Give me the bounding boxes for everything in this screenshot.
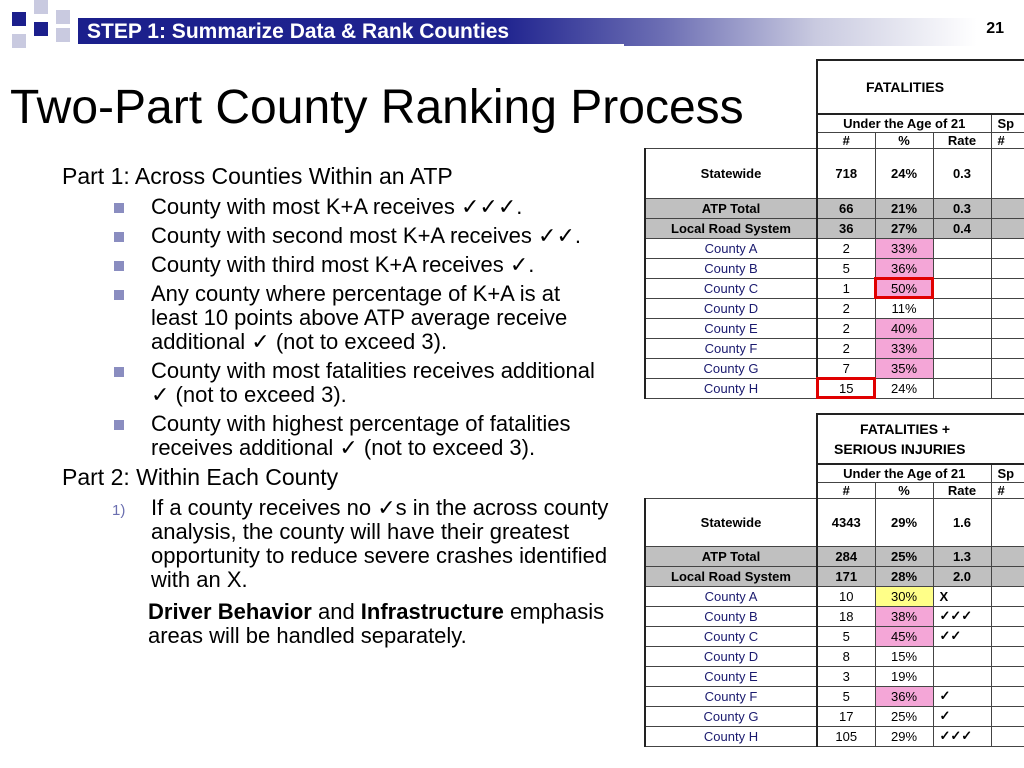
square-bullet-icon xyxy=(114,290,124,300)
county-name: County A xyxy=(645,238,817,258)
bullet-text: County with third most K+A receives ✓. xyxy=(151,252,535,277)
cell-rate: 0.3 xyxy=(933,198,991,218)
county-name: County F xyxy=(645,686,817,706)
county-rows-1 xyxy=(645,238,1024,398)
cell-pct: 36% xyxy=(875,686,933,706)
cell-num: 2 xyxy=(817,338,875,358)
part1-bullets xyxy=(112,195,612,460)
county-name: County G xyxy=(645,358,817,378)
cell-num: 2 xyxy=(817,298,875,318)
cell-num: 3 xyxy=(817,666,875,686)
cell-num: 4343 xyxy=(817,498,875,546)
cell-num: 105 xyxy=(817,726,875,746)
cell-rate: 1.3 xyxy=(933,546,991,566)
cell-num: 5 xyxy=(817,686,875,706)
cell-pct: 27% xyxy=(875,218,933,238)
list-item xyxy=(112,224,612,248)
item-text: If a county receives no ✓s in the across county analysis, the county will have their greatest opportunity to reduce severe crashes identified with an X. xyxy=(151,495,609,592)
cell-num: 171 xyxy=(817,566,875,586)
table-title-line1: FATALITIES + xyxy=(860,421,951,437)
county-name: County H xyxy=(645,726,817,746)
cell-mark: ✓✓ xyxy=(933,626,991,646)
note-bold-infrastructure: Infrastructure xyxy=(360,599,504,624)
bullet-text: County with most K+A receives ✓✓✓. xyxy=(151,194,523,219)
cell-num: 284 xyxy=(817,546,875,566)
slide-number: 21 xyxy=(986,20,1004,37)
logo-square xyxy=(34,22,48,36)
county-name: County H xyxy=(645,378,817,398)
list-item xyxy=(112,496,612,592)
county-name: County C xyxy=(645,626,817,646)
col-header: % xyxy=(875,482,933,498)
emphasis-note xyxy=(148,600,612,648)
cell-pct: 29% xyxy=(875,726,933,746)
col-header: # xyxy=(991,482,1024,498)
cell-extra xyxy=(991,238,1024,258)
cell-num: 5 xyxy=(817,626,875,646)
row-label: Statewide xyxy=(645,498,817,546)
cell-mark xyxy=(933,358,991,378)
cell-rate: 0.3 xyxy=(933,148,991,198)
cell-extra xyxy=(991,586,1024,606)
table-title-line2: SERIOUS INJURIES xyxy=(834,441,966,457)
cell-num: 10 xyxy=(817,586,875,606)
cell-num: 66 xyxy=(817,198,875,218)
list-item xyxy=(112,282,612,354)
cell-extra xyxy=(991,258,1024,278)
row-label: Local Road System xyxy=(645,218,817,238)
table-row xyxy=(645,338,1024,358)
cell-extra xyxy=(991,278,1024,298)
table-row xyxy=(645,646,1024,666)
logo-square xyxy=(12,12,26,26)
table-title xyxy=(817,414,1024,464)
cell-pct: 25% xyxy=(875,706,933,726)
cell-num: 1 xyxy=(817,278,875,298)
col-header: % xyxy=(875,132,933,148)
cell-mark: ✓ xyxy=(933,686,991,706)
table-row xyxy=(645,726,1024,746)
table-title: FATALITIES xyxy=(817,60,1024,114)
cell-pct: 30% xyxy=(875,586,933,606)
table-blank xyxy=(645,132,817,148)
table-row xyxy=(645,258,1024,278)
col-header: Rate xyxy=(933,482,991,498)
cell-extra xyxy=(991,646,1024,666)
cell-extra xyxy=(991,566,1024,586)
list-item xyxy=(112,253,612,277)
logo-square xyxy=(56,10,70,24)
cell-extra xyxy=(991,318,1024,338)
cell-extra xyxy=(991,218,1024,238)
square-bullet-icon xyxy=(114,367,124,377)
county-name: County G xyxy=(645,706,817,726)
county-name: County A xyxy=(645,586,817,606)
cell-extra xyxy=(991,148,1024,198)
cell-extra xyxy=(991,546,1024,566)
cell-pct: 15% xyxy=(875,646,933,666)
list-number: 1) xyxy=(112,502,126,519)
row-label: Statewide xyxy=(645,148,817,198)
part2-list xyxy=(112,496,612,592)
cell-num: 15 xyxy=(817,378,875,398)
cell-pct: 33% xyxy=(875,338,933,358)
cell-pct: 19% xyxy=(875,666,933,686)
group-header: Under the Age of 21 xyxy=(817,464,991,482)
cell-num: 5 xyxy=(817,258,875,278)
cell-pct: 33% xyxy=(875,238,933,258)
table-row xyxy=(645,298,1024,318)
cell-rate: 0.4 xyxy=(933,218,991,238)
table-row xyxy=(645,278,1024,298)
county-name: County D xyxy=(645,298,817,318)
cell-extra xyxy=(991,726,1024,746)
table-row xyxy=(645,238,1024,258)
table-row xyxy=(645,318,1024,338)
cell-extra xyxy=(991,666,1024,686)
cell-extra xyxy=(991,606,1024,626)
cell-pct: 24% xyxy=(875,148,933,198)
list-item xyxy=(112,359,612,407)
col-header: Rate xyxy=(933,132,991,148)
county-name: County B xyxy=(645,606,817,626)
note-and: and xyxy=(311,599,361,624)
cell-extra xyxy=(991,198,1024,218)
cell-pct: 29% xyxy=(875,498,933,546)
step-title: STEP 1: Summarize Data & Rank Counties xyxy=(87,20,510,43)
table-blank xyxy=(645,114,817,132)
cell-num: 17 xyxy=(817,706,875,726)
logo-square xyxy=(12,34,26,48)
content-body xyxy=(62,164,612,648)
cell-extra xyxy=(991,706,1024,726)
cell-pct: 25% xyxy=(875,546,933,566)
note-bold-driver: Driver Behavior xyxy=(148,599,312,624)
table-row xyxy=(645,666,1024,686)
col-header: # xyxy=(817,482,875,498)
cell-mark: X xyxy=(933,586,991,606)
col-header: # xyxy=(817,132,875,148)
list-item xyxy=(112,195,612,219)
table-row xyxy=(645,606,1024,626)
county-name: County D xyxy=(645,646,817,666)
cell-pct: 50% xyxy=(875,278,933,298)
note-rest: emphasis areas will be handled separately. xyxy=(148,599,605,648)
slide-title: Two-Part County Ranking Process xyxy=(10,81,744,134)
cell-mark xyxy=(933,238,991,258)
cell-extra xyxy=(991,298,1024,318)
cell-pct: 24% xyxy=(875,378,933,398)
table-row xyxy=(645,706,1024,726)
cell-mark xyxy=(933,666,991,686)
group-header-extra: Sp xyxy=(991,464,1024,482)
bullet-text: County with highest percentage of fatalities receives additional ✓ (not to exceed 3). xyxy=(151,411,571,460)
row-label: ATP Total xyxy=(645,198,817,218)
county-name: County C xyxy=(645,278,817,298)
table-blank xyxy=(645,414,817,464)
cell-num: 2 xyxy=(817,238,875,258)
county-name: County E xyxy=(645,666,817,686)
cell-pct: 45% xyxy=(875,626,933,646)
logo-square xyxy=(34,0,48,14)
cell-mark xyxy=(933,278,991,298)
square-bullet-icon xyxy=(114,261,124,271)
cell-extra xyxy=(991,686,1024,706)
cell-pct: 36% xyxy=(875,258,933,278)
square-bullet-icon xyxy=(114,203,124,213)
cell-mark xyxy=(933,378,991,398)
cell-mark: ✓✓✓ xyxy=(933,606,991,626)
cell-rate: 2.0 xyxy=(933,566,991,586)
table-row xyxy=(645,378,1024,398)
table-row xyxy=(645,626,1024,646)
cell-pct: 38% xyxy=(875,606,933,626)
cell-pct: 11% xyxy=(875,298,933,318)
cell-num: 7 xyxy=(817,358,875,378)
group-header: Under the Age of 21 xyxy=(817,114,991,132)
bullet-text: County with most fatalities receives additional ✓ (not to exceed 3). xyxy=(151,358,595,407)
county-name: County F xyxy=(645,338,817,358)
cell-pct: 35% xyxy=(875,358,933,378)
cell-mark: ✓ xyxy=(933,706,991,726)
cell-pct: 21% xyxy=(875,198,933,218)
cell-extra xyxy=(991,358,1024,378)
bullet-text: Any county where percentage of K+A is at least 10 points above ATP average receive additional ✓ (not to exceed 3). xyxy=(151,281,568,354)
cell-num: 18 xyxy=(817,606,875,626)
cell-rate: 1.6 xyxy=(933,498,991,546)
logo-square xyxy=(56,28,70,42)
cell-mark xyxy=(933,318,991,338)
table-blank xyxy=(645,464,817,482)
square-bullet-icon xyxy=(114,232,124,242)
part1-heading: Part 1: Across Counties Within an ATP xyxy=(62,163,453,189)
cell-mark xyxy=(933,258,991,278)
cell-extra xyxy=(991,378,1024,398)
part2-heading: Part 2: Within Each County xyxy=(62,464,339,490)
group-header-extra: Sp xyxy=(991,114,1024,132)
cell-mark xyxy=(933,646,991,666)
cell-mark: ✓✓✓ xyxy=(933,726,991,746)
table-blank xyxy=(645,482,817,498)
cell-num: 718 xyxy=(817,148,875,198)
row-label: Local Road System xyxy=(645,566,817,586)
cell-mark xyxy=(933,338,991,358)
cell-num: 2 xyxy=(817,318,875,338)
header-underline xyxy=(78,44,624,47)
county-name: County E xyxy=(645,318,817,338)
county-rows-2 xyxy=(645,586,1024,746)
table-row xyxy=(645,586,1024,606)
table-row xyxy=(645,686,1024,706)
county-name: County B xyxy=(645,258,817,278)
fatalities-serious-injuries-table xyxy=(644,413,1024,747)
col-header: # xyxy=(991,132,1024,148)
cell-num: 36 xyxy=(817,218,875,238)
cell-pct: 28% xyxy=(875,566,933,586)
bullet-text: County with second most K+A receives ✓✓. xyxy=(151,223,581,248)
cell-extra xyxy=(991,498,1024,546)
cell-pct: 40% xyxy=(875,318,933,338)
row-label: ATP Total xyxy=(645,546,817,566)
fatalities-table xyxy=(644,59,1024,399)
cell-extra xyxy=(991,626,1024,646)
cell-num: 8 xyxy=(817,646,875,666)
table-blank xyxy=(645,60,817,114)
list-item xyxy=(112,412,612,460)
cell-extra xyxy=(991,338,1024,358)
table-row xyxy=(645,358,1024,378)
square-bullet-icon xyxy=(114,420,124,430)
cell-mark xyxy=(933,298,991,318)
